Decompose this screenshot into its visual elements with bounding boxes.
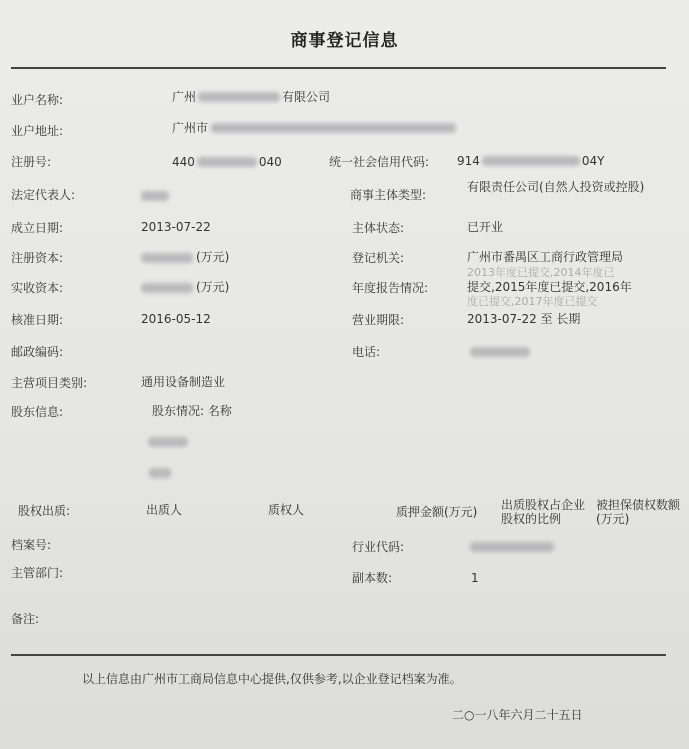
value-reg-no-prefix: 440 bbox=[172, 155, 195, 169]
value-copies: 1 bbox=[471, 571, 479, 585]
label-name: 业户名称: bbox=[11, 93, 64, 107]
redacted-block bbox=[482, 156, 580, 166]
label-status: 主体状态: bbox=[352, 221, 405, 235]
value-name-suffix: 有限公司 bbox=[282, 90, 331, 104]
pledge-col-pledgor: 出质人 bbox=[146, 503, 183, 517]
label-approve-date: 核准日期: bbox=[11, 313, 64, 327]
value-reg-no bbox=[172, 155, 282, 169]
value-annual-report-mid: 提交,2015年度已提交,2016年 bbox=[467, 280, 632, 294]
label-shareholders: 股东信息: bbox=[11, 405, 64, 419]
redacted-block bbox=[197, 157, 257, 167]
bottom-divider bbox=[11, 654, 666, 656]
redacted-block bbox=[470, 347, 530, 357]
value-credit-code-prefix: 914 bbox=[457, 154, 480, 168]
value-credit-code bbox=[457, 154, 605, 168]
value-reg-no-suffix: 040 bbox=[258, 155, 282, 169]
value-main-category: 通用设备制造业 bbox=[141, 375, 226, 389]
pledge-col-amount: 质押金额(万元) bbox=[396, 505, 478, 519]
value-founded: 2013-07-22 bbox=[141, 220, 211, 234]
pledge-col-pledgee: 质权人 bbox=[268, 503, 305, 517]
label-copies: 副本数: bbox=[352, 571, 393, 585]
redacted-block bbox=[141, 253, 193, 263]
redacted-block bbox=[211, 123, 456, 133]
redacted-block bbox=[470, 542, 554, 552]
value-annual-report-top: 2013年度已提交,2014年度已 bbox=[467, 266, 615, 279]
value-status: 已开业 bbox=[467, 220, 504, 234]
label-postcode: 邮政编码: bbox=[11, 345, 64, 359]
label-annual-report: 年度报告情况: bbox=[352, 281, 429, 295]
label-main-category: 主营项目类别: bbox=[11, 376, 88, 390]
label-legal-rep: 法定代表人: bbox=[11, 188, 76, 202]
value-term: 2013-07-22 至 长期 bbox=[467, 312, 581, 326]
label-reg-capital: 注册资本: bbox=[11, 251, 64, 265]
value-shareholders: 股东情况: 名称 bbox=[152, 404, 232, 418]
redacted-block bbox=[141, 283, 193, 293]
label-reg-no: 注册号: bbox=[11, 155, 52, 169]
value-name-prefix: 广州 bbox=[172, 90, 197, 104]
page-title: 商事登记信息 bbox=[290, 31, 399, 51]
label-term: 营业期限: bbox=[352, 313, 405, 327]
value-paid-capital-unit: (万元) bbox=[196, 280, 230, 294]
pledge-col-ratio: 出质股权占企业股权的比例 bbox=[501, 498, 586, 526]
label-archive-no: 档案号: bbox=[11, 538, 52, 552]
value-address-prefix: 广州市 bbox=[172, 121, 209, 135]
label-entity-type: 商事主体类型: bbox=[350, 188, 427, 202]
footer-note: 以上信息由广州市工商局信息中心提供,仅供参考,以企业登记档案为准。 bbox=[82, 672, 462, 686]
label-remark: 备注: bbox=[11, 612, 40, 626]
value-name bbox=[172, 90, 330, 104]
top-divider bbox=[11, 67, 666, 69]
label-paid-capital: 实收资本: bbox=[11, 281, 64, 295]
label-founded: 成立日期: bbox=[11, 221, 64, 235]
value-entity-type: 有限责任公司(自然人投资或控股) bbox=[467, 180, 645, 194]
value-annual-report-bottom: 度已提交,2017年度已提交 bbox=[467, 295, 598, 308]
label-address: 业户地址: bbox=[11, 124, 64, 138]
value-reg-capital-unit: (万元) bbox=[196, 250, 230, 264]
redacted-block bbox=[198, 92, 280, 102]
footer-date: 二○一八年六月二十五日 bbox=[452, 708, 583, 722]
label-pledge: 股权出质: bbox=[18, 504, 71, 518]
value-credit-code-suffix: 04Y bbox=[581, 154, 605, 168]
label-credit-code: 统一社会信用代码: bbox=[329, 155, 430, 169]
value-authority: 广州市番禺区工商行政管理局 bbox=[467, 250, 624, 264]
pledge-col-secured-amount: 被担保债权数额(万元) bbox=[596, 498, 681, 526]
value-approve-date: 2016-05-12 bbox=[141, 312, 211, 326]
redacted-block bbox=[148, 437, 188, 447]
label-authority: 登记机关: bbox=[352, 251, 405, 265]
label-dept: 主管部门: bbox=[11, 566, 64, 580]
value-address bbox=[172, 121, 456, 135]
label-industry-code: 行业代码: bbox=[352, 540, 405, 554]
label-phone: 电话: bbox=[352, 345, 381, 359]
redacted-block bbox=[141, 191, 169, 201]
redacted-block bbox=[149, 468, 171, 478]
